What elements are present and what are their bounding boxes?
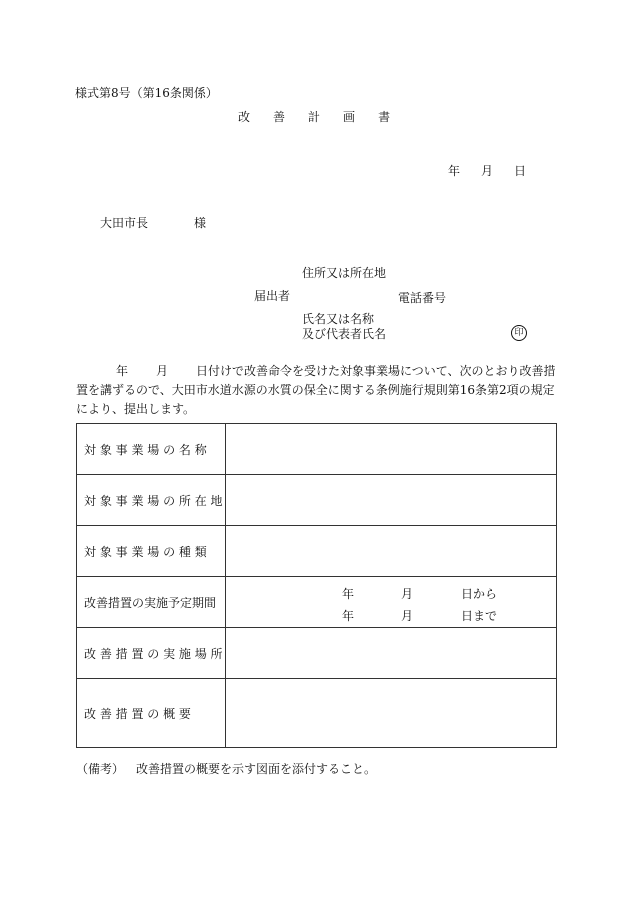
period-to: 日まで bbox=[461, 609, 498, 623]
period-end bbox=[342, 607, 497, 624]
phone-label: 電話番号 bbox=[398, 291, 447, 305]
row-label: 改善措置の実施予定期間 bbox=[77, 577, 226, 628]
document-title bbox=[238, 108, 390, 125]
addressee-honorific: 様 bbox=[194, 216, 207, 230]
table-row bbox=[77, 577, 557, 628]
addressee-name: 大田市長 bbox=[100, 216, 149, 230]
improvement-plan-table bbox=[76, 423, 557, 748]
implementation-place-field[interactable] bbox=[226, 628, 557, 679]
period-month: 月 bbox=[401, 587, 414, 601]
addressee bbox=[100, 214, 206, 231]
representative-label: 及び代表者氏名 bbox=[302, 327, 387, 341]
remarks-text: 改善措置の概要を示す図面を添付すること。 bbox=[136, 762, 377, 776]
table-row bbox=[77, 475, 557, 526]
date-month: 月 bbox=[481, 164, 494, 178]
body-month: 月 bbox=[156, 364, 169, 378]
seal-mark: 印 bbox=[511, 325, 527, 341]
body-text: 日付けで改善命令を受けた対象事業場について、次のとおり改善措置を講ずるので、大田市水道水源の水質の保全に関する条例施行規則第16条第2項の規定により、提出します。 bbox=[76, 364, 556, 416]
period-start bbox=[342, 585, 497, 602]
date-year: 年 bbox=[448, 164, 461, 178]
implementation-period-field[interactable] bbox=[226, 577, 557, 628]
date-day: 日 bbox=[514, 164, 527, 178]
body-paragraph bbox=[76, 362, 560, 419]
facility-name-field[interactable] bbox=[226, 424, 557, 475]
title-char: 改 bbox=[238, 110, 251, 124]
period-from: 日から bbox=[461, 587, 498, 601]
period-month: 月 bbox=[401, 609, 414, 623]
submitter-label: 届出者 bbox=[254, 289, 291, 303]
remarks bbox=[76, 760, 376, 777]
title-char: 画 bbox=[343, 110, 356, 124]
submission-date bbox=[448, 162, 526, 179]
table-row bbox=[77, 424, 557, 475]
table-row bbox=[77, 628, 557, 679]
table-row bbox=[77, 526, 557, 577]
measure-summary-field[interactable] bbox=[226, 679, 557, 748]
form-number: 様式第8号（第16条関係） bbox=[75, 86, 218, 100]
period-year: 年 bbox=[342, 609, 355, 623]
remarks-head: （備考） bbox=[76, 762, 125, 776]
row-label: 対 象 事 業 場 の 所 在 地 bbox=[77, 475, 226, 526]
facility-location-field[interactable] bbox=[226, 475, 557, 526]
title-char: 善 bbox=[273, 110, 286, 124]
title-char: 計 bbox=[308, 110, 321, 124]
table-row bbox=[77, 679, 557, 748]
address-label: 住所又は所在地 bbox=[302, 266, 387, 280]
title-char: 書 bbox=[378, 110, 391, 124]
row-label: 改 善 措 置 の 概 要 bbox=[77, 679, 226, 748]
row-label: 対 象 事 業 場 の 種 類 bbox=[77, 526, 226, 577]
body-year: 年 bbox=[116, 364, 129, 378]
row-label: 改 善 措 置 の 実 施 場 所 bbox=[77, 628, 226, 679]
row-label: 対 象 事 業 場 の 名 称 bbox=[77, 424, 226, 475]
facility-type-field[interactable] bbox=[226, 526, 557, 577]
period-year: 年 bbox=[342, 587, 355, 601]
name-label: 氏名又は名称 bbox=[302, 312, 375, 326]
